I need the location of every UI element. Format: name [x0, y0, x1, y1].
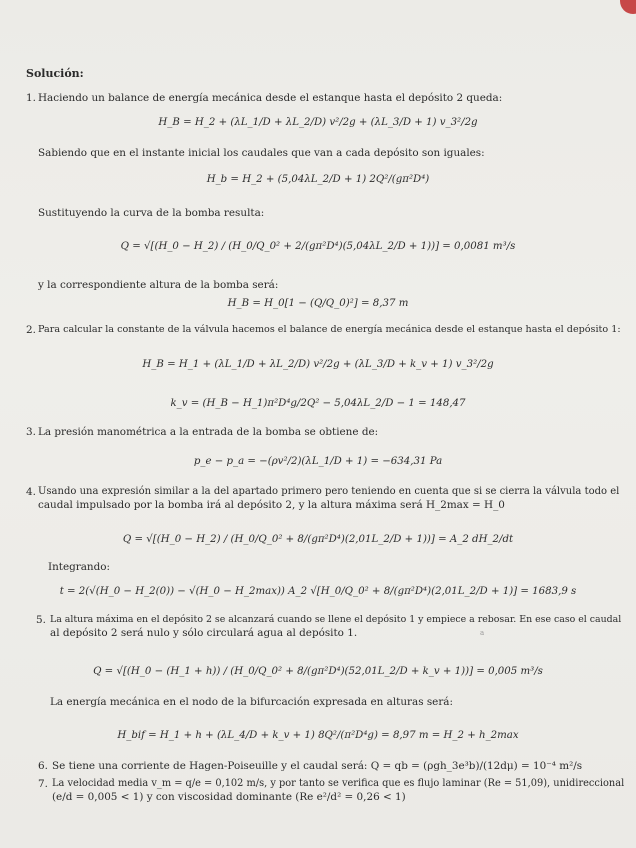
item-2-text: Para calcular la constante de la válvula hacemos el balance de energía mecánica desde el estanque hasta el depósito 1:	[38, 324, 621, 335]
item-6-number: 6.	[38, 760, 48, 772]
item-4-equation-2: t = 2(√(H_0 − H_2(0)) − √(H_0 − H_2max)) A_2 √[H_0/Q_0² + 8/(gπ²D⁴)(2,01L_2/D + 1)] = 1683,9 s	[59, 586, 577, 597]
item-1-equation-1: H_B = H_2 + (λL_1/D + λL_2/D) v²/2g + (λL_3/D + 1) v_3²/2g	[158, 117, 478, 128]
item-1-text-2: Sabiendo que en el instante inicial los caudales que van a cada depósito son iguales:	[38, 147, 485, 159]
item-4-text-b: caudal impulsado por la bomba irá al depósito 2, y la altura máxima será H_2max = H_0	[38, 499, 505, 511]
item-5-equation-1: Q = √[(H_0 − (H_1 + h)) / (H_0/Q_0² + 8/(gπ²D⁴)(52,01L_2/D + k_v + 1))] = 0,005 m³/s	[93, 666, 543, 677]
item-5-text-b: al depósito 2 será nulo y sólo circulará agua al depósito 1.	[50, 627, 358, 639]
item-3-text: La presión manométrica a la entrada de la bomba se obtiene de:	[38, 426, 379, 438]
solution-heading: Solución:	[26, 67, 84, 80]
item-1-text-4: y la correspondiente altura de la bomba será:	[38, 279, 279, 291]
item-1-text-3: Sustituyendo la curva de la bomba resulta:	[38, 207, 265, 219]
item-4-text-2: Integrando:	[48, 561, 111, 573]
item-7-text: La velocidad media v_m = q/e = 0,102 m/s, y por tanto se verifica que es flujo laminar (Re = 51,09), unidireccional	[52, 778, 625, 789]
item-2-number: 2.	[26, 324, 36, 336]
item-1-equation-3: Q = √[(H_0 − H_2) / (H_0/Q_0² + 2/(gπ²D⁴)(5,04λL_2/D + 1))] = 0,0081 m³/s	[120, 241, 516, 252]
item-4-equation-1: Q = √[(H_0 − H_2) / (H_0/Q_0² + 8/(gπ²D⁴)(2,01L_2/D + 1))] = A_2 dH_2/dt	[122, 534, 514, 545]
item-1-number: 1.	[26, 92, 36, 104]
item-6-text: Se tiene una corriente de Hagen-Poiseuille y el caudal será: Q = qb = (ρgh_3e³b)/(12dμ) = 10⁻⁴ m²/s	[52, 760, 583, 772]
item-5-text: La altura máxima en el depósito 2 se alcanzará cuando se llene el depósito 1 y empiece a rebosar. En ese caso el caudal	[50, 614, 622, 625]
item-5-equation-2: H_bif = H_1 + h + (λL_4/D + k_v + 1) 8Q²/(π²D⁴g) = 8,97 m = H_2 + h_2max	[117, 730, 519, 741]
item-3-number: 3.	[26, 426, 36, 438]
item-1-text: Haciendo un balance de energía mecánica desde el estanque hasta el depósito 2 queda:	[38, 92, 503, 104]
red-corner-mark	[620, 0, 636, 14]
item-3-equation-1: p_e − p_a = −(ρv²/2)(λL_1/D + 1) = −634,31 Pa	[193, 456, 443, 467]
item-1-equation-2: H_b = H_2 + (5,04λL_2/D + 1) 2Q²/(gπ²D⁴)	[206, 174, 430, 185]
item-4-text: Usando una expresión similar a la del apartado primero pero teniendo en cuenta que si se cierra la válvula todo el	[38, 486, 620, 497]
item-5-text-2: La energía mecánica en el nodo de la bifurcación expresada en alturas será:	[50, 696, 453, 708]
item-5-number: 5.	[36, 614, 46, 626]
item-7-number: 7.	[38, 778, 48, 790]
item-1-equation-4: H_B = H_0[1 − (Q/Q_0)²] = 8,37 m	[227, 298, 409, 309]
item-2-equation-2: k_v = (H_B − H_1)π²D⁴g/2Q² − 5,04λL_2/D − 1 = 148,47	[170, 398, 466, 409]
item-4-number: 4.	[26, 486, 36, 498]
item-2-equation-1: H_B = H_1 + (λL_1/D + λL_2/D) v²/2g + (λL_3/D + k_v + 1) v_3²/2g	[142, 359, 494, 370]
margin-mark: a	[480, 629, 485, 637]
item-7-text-b: (e/d = 0,005 < 1) y con viscosidad dominante (Re e²/d² = 0,26 < 1)	[52, 791, 406, 803]
